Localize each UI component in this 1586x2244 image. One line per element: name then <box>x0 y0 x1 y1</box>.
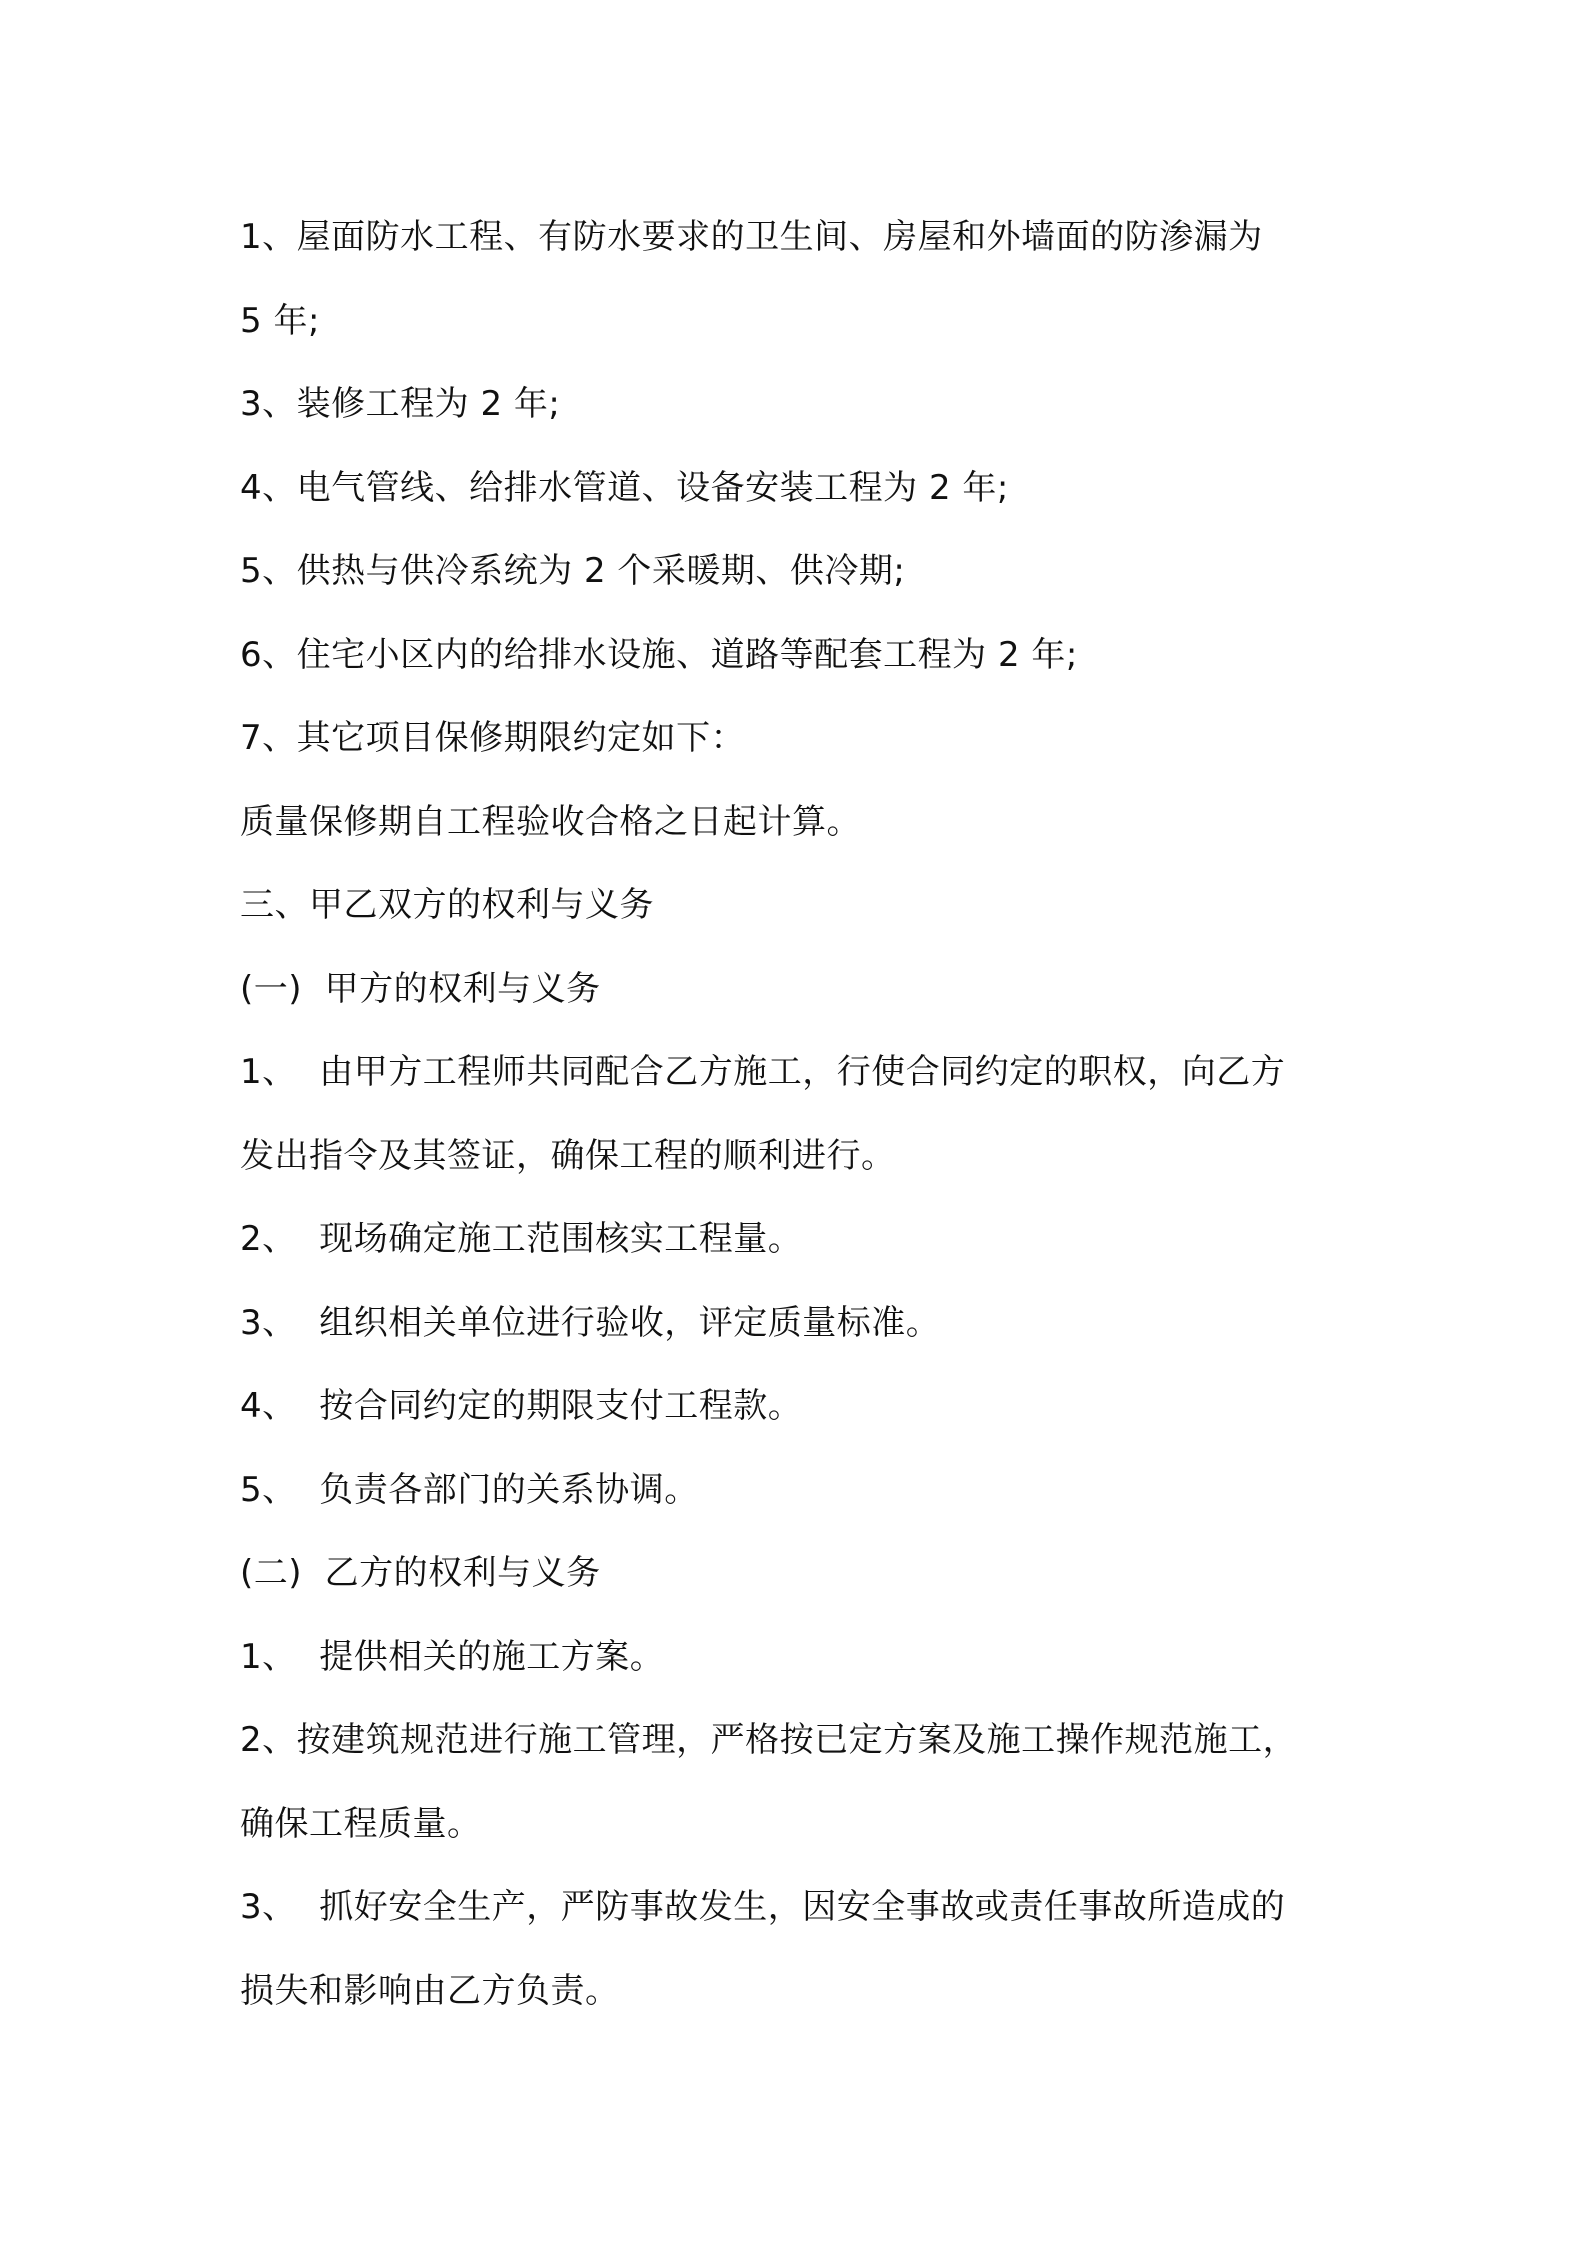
text-line: 4、电气管线、给排水管道、设备安装工程为 2 年; <box>240 467 1009 508</box>
text-line: 3、装修工程为 2 年; <box>240 384 561 424</box>
text-line: 发出指令及其签证，确保工程的顺利进行。 <box>240 1135 896 1176</box>
text-line: 2、按建筑规范进行施工管理，严格按已定方案及施工操作规范施工， <box>240 1720 1298 1760</box>
text-line: 5、供热与供冷系统为 2 个采暖期、供冷期; <box>240 551 906 591</box>
text-line: 3、 抓好安全生产，严防事故发生，因安全事故或责任事故所造成的 <box>240 1887 1286 1927</box>
text-line: 5 年; <box>240 300 320 341</box>
document-body <box>240 196 1370 2033</box>
text-line: 4、 按合同约定的期限支付工程款。 <box>240 1386 803 1426</box>
text-line: 1、 提供相关的施工方案。 <box>240 1636 665 1677</box>
text-line: 3、 组织相关单位进行验收，评定质量标准。 <box>240 1302 941 1343</box>
text-line: 损失和影响由乙方负责。 <box>240 1970 620 2011</box>
section-heading: 三、甲乙双方的权利与义务 <box>240 885 654 925</box>
subsection-heading: (一) 甲方的权利与义务 <box>240 968 601 1009</box>
text-line: 1、 由甲方工程师共同配合乙方施工，行使合同约定的职权，向乙方 <box>240 1052 1286 1092</box>
text-line: 6、住宅小区内的给排水设施、道路等配套工程为 2 年; <box>240 634 1078 675</box>
text-line: 质量保修期自工程验收合格之日起计算。 <box>240 801 861 842</box>
text-line: 2、 现场确定施工范围核实工程量。 <box>240 1219 803 1259</box>
subsection-heading: (二) 乙方的权利与义务 <box>240 1553 601 1593</box>
text-line: 7、其它项目保修期限约定如下： <box>240 718 746 758</box>
text-line: 确保工程质量。 <box>240 1803 482 1844</box>
text-line: 1、屋面防水工程、有防水要求的卫生间、房屋和外墙面的防渗漏为 <box>240 217 1263 257</box>
text-line: 5、 负责各部门的关系协调。 <box>240 1469 699 1510</box>
